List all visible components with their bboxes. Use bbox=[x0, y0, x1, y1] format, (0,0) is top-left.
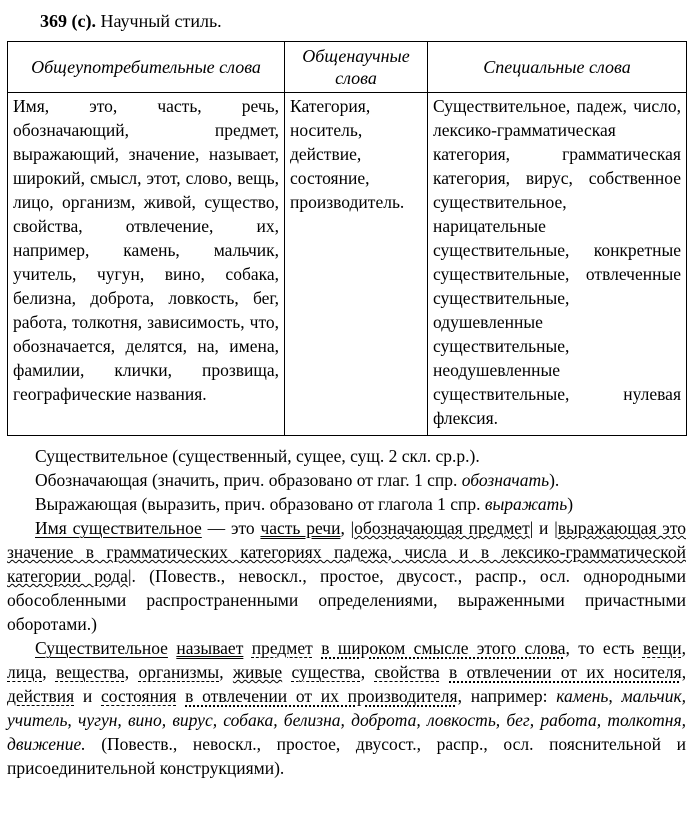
text-run: , bbox=[681, 662, 687, 682]
col-header-special-words: Специальные слова bbox=[428, 42, 687, 93]
text-run: вещи bbox=[642, 638, 682, 658]
text-run: часть речи bbox=[260, 518, 341, 538]
paragraph-oboznachayushchaya bbox=[7, 468, 686, 492]
text-run: состояния bbox=[101, 686, 177, 706]
text-run: Существительное (существенный, сущее, сущ. 2 скл. ср.р.). bbox=[35, 446, 480, 466]
text-run: , то есть bbox=[565, 638, 643, 658]
text-run bbox=[313, 638, 321, 658]
text-run: , bbox=[42, 662, 56, 682]
text-run bbox=[282, 662, 291, 682]
text-run: камень, мальчик, учитель, чугун, вино, вирус, собака, белизна, доброта, ловкость, бег, работа, толкотня, движение. bbox=[7, 686, 687, 754]
text-run: — это bbox=[201, 518, 261, 538]
special-words-part-2: нарицательные существительные, конкретные существительные, отвлеченные существительные, одушевленные существительные, неодушевленные существительные, нулевая флексия. bbox=[433, 216, 681, 428]
text-run: обозначать bbox=[461, 470, 550, 490]
col-header-common-words: Общеупотребительные слова bbox=[8, 42, 285, 93]
text-run: предмет bbox=[251, 638, 313, 658]
text-run: и bbox=[74, 686, 101, 706]
text-run: | и | bbox=[529, 518, 558, 538]
text-run: существа bbox=[291, 662, 361, 682]
text-run: действия bbox=[7, 686, 75, 706]
exercise-style-label: Научный стиль. bbox=[95, 11, 222, 31]
text-run bbox=[176, 686, 185, 706]
exercise-title bbox=[40, 10, 686, 32]
text-run: , bbox=[219, 662, 233, 682]
text-run: Выражающая (выразить, прич. образовано от глагола 1 спр. bbox=[35, 494, 485, 514]
text-run: обозначающая предмет bbox=[354, 518, 530, 538]
col-header-general-scientific-words: Общенаучные слова bbox=[285, 42, 428, 93]
text-run: в отвлечении от их производителя bbox=[185, 686, 458, 706]
text-run: Существительное bbox=[35, 638, 168, 658]
cell-special-words bbox=[428, 93, 687, 436]
text-run: , bbox=[124, 662, 139, 682]
text-run: называет bbox=[176, 638, 244, 658]
text-run: в широком смысле этого слова bbox=[321, 638, 566, 658]
cell-common-words: Имя, это, часть, речь, обозначающий, предмет, выражающий, значение, называет, широкий, смысл, этот, слово, вещь, лицо, организм, живой, существо, свойства, отвлечение, их, например, камень, мальчик, учитель, чугун, вино, собака, белизна, доброта, ловкость, бег, работа, толкотня, зависимость, что, обозначается, делятся, на, имена, фамилии, клички, прозвища, географические названия. bbox=[8, 93, 285, 436]
paragraph-vyrazhayushchaya bbox=[7, 492, 686, 516]
paragraph-noun-function-analysis bbox=[7, 636, 686, 780]
text-run: выражающая это значение в грамматических категориях падежа, числа и в лексико-грамматической категории рода bbox=[7, 518, 686, 586]
text-run bbox=[440, 662, 449, 682]
vocabulary-table bbox=[7, 41, 687, 436]
text-run: , например: bbox=[457, 686, 557, 706]
text-run: Имя существительное bbox=[35, 518, 202, 538]
table-header-row bbox=[8, 42, 687, 93]
text-run: |. (Повеств., невоскл., простое, двусост., распр., осл. однородными обособленными распространенными определениями, выраженными причастными оборотами.) bbox=[7, 566, 686, 634]
exercise-number: 369 (с). bbox=[40, 11, 96, 31]
text-run: в отвлечении от их носителя bbox=[449, 662, 682, 682]
text-run: , | bbox=[340, 518, 355, 538]
text-run: , bbox=[360, 662, 375, 682]
special-words-part-1: Существительное, падеж, число, лексико-грамматическая категория, грамматическая категория, вирус, собственное существительное, bbox=[433, 96, 681, 212]
text-run: выражать bbox=[484, 494, 568, 514]
text-run: Обозначающая (значить, прич. образовано от глаг. 1 спр. bbox=[35, 470, 462, 490]
paragraph-definition-analysis bbox=[7, 516, 686, 636]
table-body-row bbox=[8, 93, 687, 436]
text-run: живые bbox=[232, 662, 283, 682]
text-run bbox=[243, 638, 251, 658]
text-run: ). bbox=[549, 470, 560, 490]
text-run: (Повеств., невоскл., простое, двусост., распр., осл. пояснительной и присоединительной конструкциями). bbox=[7, 734, 686, 778]
text-run: организмы bbox=[138, 662, 220, 682]
text-run: вещества bbox=[55, 662, 125, 682]
text-run: , bbox=[681, 638, 687, 658]
text-run: свойства bbox=[374, 662, 440, 682]
cell-general-scientific-words: Категория, носитель, действие, состояние, производитель. bbox=[285, 93, 428, 436]
paragraph-noun-derivation bbox=[7, 444, 686, 468]
text-run: лица bbox=[7, 662, 43, 682]
text-run: ) bbox=[567, 494, 574, 514]
